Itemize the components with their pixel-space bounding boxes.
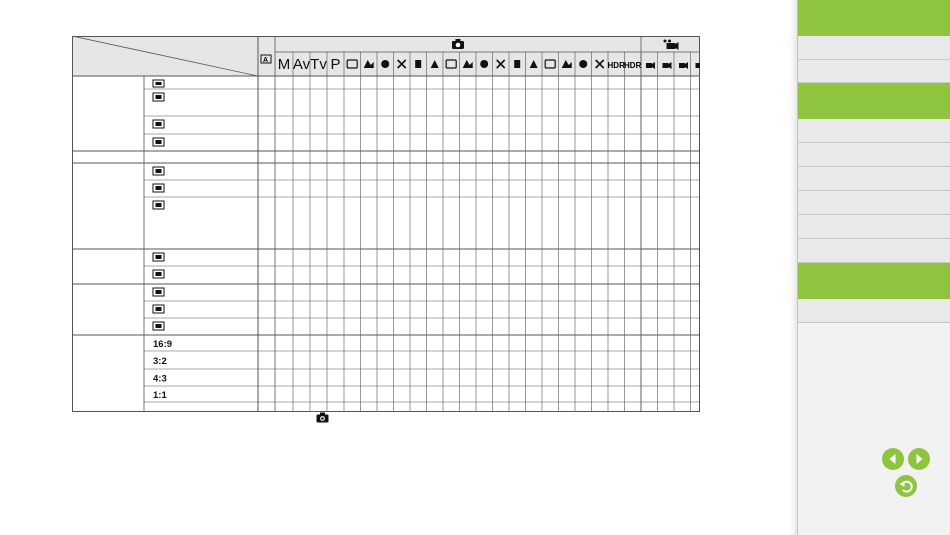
- scene-mode-icon: [514, 60, 520, 68]
- flash-white-balance-icon: [153, 120, 164, 128]
- scene-mode-icon: [415, 60, 421, 68]
- chapter-sidebar: [797, 0, 950, 535]
- sidebar-item[interactable]: [798, 60, 950, 83]
- glyph: [156, 255, 162, 259]
- sidebar-item[interactable]: [798, 191, 950, 215]
- return-button[interactable]: [895, 475, 917, 497]
- evaluative-metering-icon: [153, 253, 164, 261]
- aspect-ratio-label: 1:1: [153, 390, 167, 401]
- camera-icon: [316, 412, 329, 423]
- scene-mode-icon: [579, 60, 587, 68]
- picture-style-standard-icon: [153, 184, 164, 192]
- raw-quality-icon: [153, 288, 164, 296]
- daylight-shade-cloudy-tungsten-fluorescent-icons: [153, 93, 164, 101]
- glyph: [156, 82, 162, 85]
- picture-style-portrait-landscape-etc-icons: [153, 201, 164, 209]
- glyph: [156, 272, 162, 276]
- camera-lens: [456, 43, 461, 48]
- glyph: [156, 95, 162, 99]
- movie-reel: [668, 40, 671, 43]
- arrow-right-icon: [908, 448, 930, 470]
- sidebar-item[interactable]: [798, 143, 950, 167]
- mode-label: Av: [292, 56, 311, 73]
- mode-label: M: [277, 56, 291, 73]
- sidebar-item[interactable]: [798, 167, 950, 191]
- aspect-ratio-label: 4:3: [153, 373, 167, 385]
- glyph: [514, 60, 520, 68]
- sidebar-chapter-tab[interactable]: [798, 0, 950, 36]
- camera-top: [456, 39, 461, 42]
- glyph: [696, 63, 701, 68]
- glyph: [156, 307, 162, 311]
- movie-mode-icon: [696, 62, 701, 69]
- scene-mode-icon: [480, 60, 488, 68]
- glyph: [156, 203, 162, 207]
- movie-body: [667, 43, 676, 49]
- jpeg-small-icon: [153, 322, 164, 330]
- glyph: [156, 290, 162, 294]
- jpeg-fine-normal-icons: [153, 305, 164, 313]
- next-page-button[interactable]: [908, 448, 930, 470]
- glyph: [156, 140, 162, 144]
- aspect-ratio-label: 3:2: [153, 356, 167, 367]
- partial-spot-center-metering-icons: [153, 270, 164, 278]
- previous-page-button[interactable]: [882, 448, 904, 470]
- sidebar-item[interactable]: [798, 119, 950, 143]
- arrow-left-icon: [882, 448, 904, 470]
- movie-mode-icon: [663, 62, 672, 69]
- auto-mode-letter: A: [263, 57, 269, 64]
- movie-mode-icon: [646, 62, 655, 69]
- glyph: [579, 60, 587, 68]
- glyph: [415, 60, 421, 68]
- sidebar-item[interactable]: [798, 239, 950, 263]
- hdr-label: HDR: [624, 61, 642, 70]
- picture-style-auto-icon: [153, 167, 164, 175]
- aspect-ratio-label: 16:9: [153, 339, 173, 350]
- return-icon: [895, 475, 917, 497]
- glyph: [156, 122, 162, 126]
- movie-reel: [664, 40, 667, 43]
- sidebar-shadow: [790, 0, 798, 535]
- hdr-label: HDR: [607, 61, 625, 70]
- glyph: [156, 186, 162, 190]
- glyph: [156, 169, 162, 173]
- sidebar-item[interactable]: [798, 36, 950, 60]
- sidebar-chapter-tab[interactable]: [798, 263, 950, 299]
- glyph: [381, 60, 389, 68]
- sidebar-item[interactable]: [798, 215, 950, 239]
- glyph: [646, 63, 652, 68]
- glyph: [663, 63, 669, 68]
- custom-white-balance-kelvin-icons: [153, 138, 164, 146]
- mode-label: P: [330, 56, 341, 73]
- auto-white-balance-icon: [153, 80, 164, 87]
- mode-label: Tv: [310, 56, 327, 73]
- glyph: [156, 324, 162, 328]
- glyph: [679, 63, 685, 68]
- sidebar-chapter-tab[interactable]: [798, 83, 950, 119]
- function-availability-table: [72, 36, 700, 412]
- scene-mode-icon: [381, 60, 389, 68]
- glyph: [480, 60, 488, 68]
- movie-mode-icon: [679, 62, 688, 69]
- sidebar-item[interactable]: [798, 299, 950, 323]
